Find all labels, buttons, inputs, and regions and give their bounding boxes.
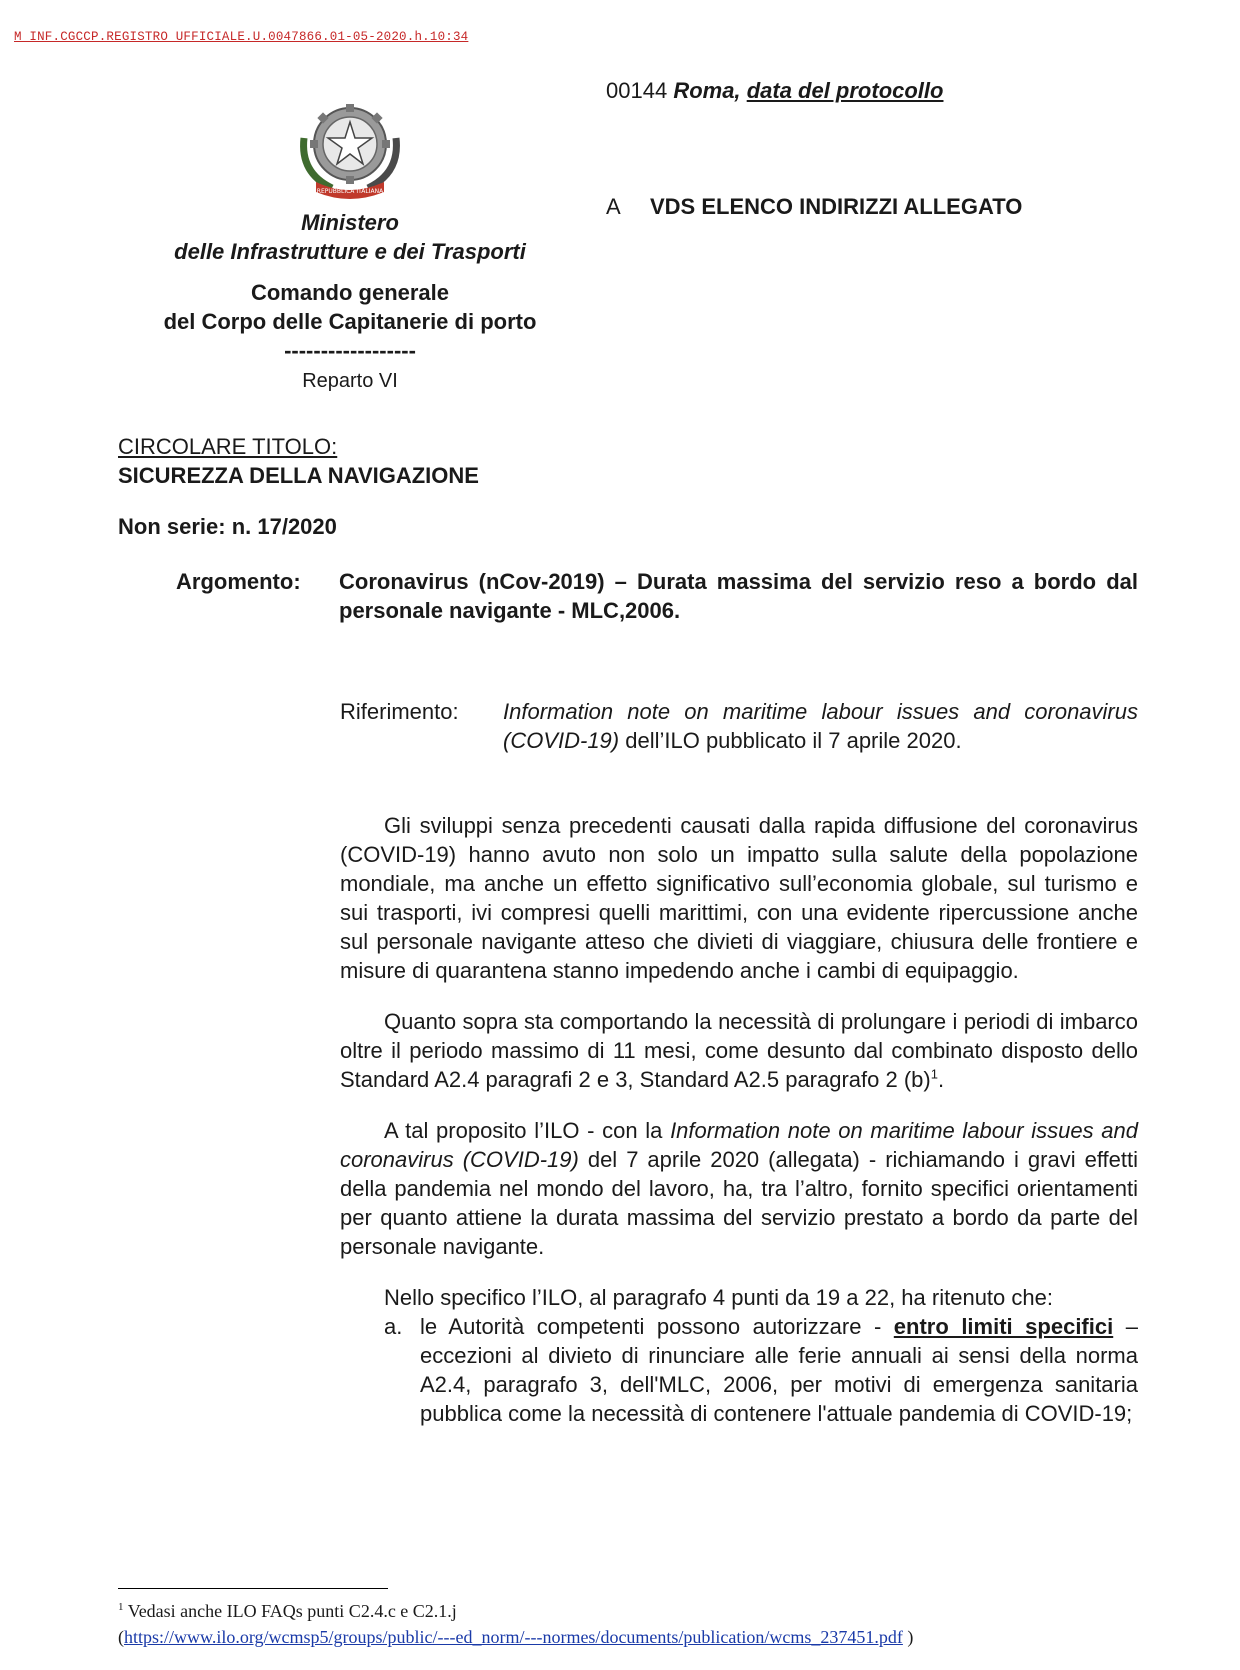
paragraph: A tal proposito l’ILO - con la Information note on maritime labour issues and coronavirus (COVID-19) del 7 aprile 2020 (allegata) - richiamando i gravi effetti della pandemia nel mondo del lavoro, ha, tra l’altro, fornito specifici orientamenti per quanto attiene la durata massima del servizio prestato a bordo da parte del personale navigante. [340, 1118, 1138, 1259]
paragraph: Gli sviluppi senza precedenti causati dalla rapida diffusione del coronavirus (COVID-19) hanno avuto non solo un impatto sulla salute della popolazione mondiale, ma anche un effetto significativo sull’economia globale, sul turismo e sui trasporti, ivi compresi quelli marittimi, con una evidente ripercussione anche sul personale navigante atteso che divieti di viaggiare, chiusura delle frontiere e misure di quarantena stanno impedendo anche i cambi di equipaggio. [340, 813, 1138, 983]
footnote-ref[interactable]: 1 [930, 1066, 938, 1082]
ministry-header: Ministero delle Infrastrutture e dei Trasporti Comando generale del Corpo delle Capitanerie di porto ------------------ Reparto VI [163, 210, 537, 392]
paragraph: Nello specifico l’ILO, al paragrafo 4 punti da 19 a 22, ha ritenuto che: [384, 1285, 1053, 1310]
footnote-divider [118, 1588, 388, 1589]
body-text [340, 811, 1138, 1428]
circular-title: CIRCOLARE TITOLO: SICUREZZA DELLA NAVIGAZIONE [118, 434, 479, 488]
paragraph: Quanto sopra sta comportando la necessità di prolungare i periodi di imbarco oltre il periodo massimo di 11 mesi, come desunto dal combinato disposto dello Standard A2.4 paragrafi 2 e 3, Standard A2.5 paragrafo 2 $(b)^1$. [340, 1009, 1138, 1092]
list-item: a. le Autorità competenti possono autorizzare - entro limiti specifici – eccezioni al divieto di rinunciare alle ferie annuali ai sensi della norma A2.4, paragrafo 3, dell'MLC, 2006, per motivi di emergenza sanitaria pubblica come la necessità di contenere l'attuale pandemia di COVID-19; [384, 1314, 1138, 1426]
italian-republic-emblem-icon [290, 98, 410, 200]
circular-series: Non serie: n. 17/2020 [118, 514, 337, 539]
addressee: A VDS ELENCO INDIRIZZI ALLEGATO [606, 194, 1023, 219]
subject: Argomento: Coronavirus (nCov-2019) – Durata massima del servizio reso a bordo dal personale navigante - MLC,2006. [176, 569, 1138, 623]
reference: Riferimento: Information note on maritime labour issues and coronavirus (COVID-19) dell’ILO pubblicato il 7 aprile 2020. [340, 699, 1138, 753]
ilo-points-list [340, 1312, 1138, 1428]
footnote-link[interactable]: https://www.ilo.org/wcmsp5/groups/public/---ed_norm/---normes/documents/publication/wcms_237451.pdf [124, 1627, 903, 1647]
protocol-date: 00144 Roma, data del protocollo [606, 78, 944, 103]
protocol-stamp: M_INF.CGCCP.REGISTRO UFFICIALE.U.0047866.01-05-2020.h.10:34 [14, 30, 469, 44]
svg-text:REPUBBLICA ITALIANA: REPUBBLICA ITALIANA [316, 188, 384, 195]
footnote: $^1$ Vedasi anche ILO FAQs punti C2.4.c e C2.1.j (https://www.ilo.org/wcmsp5/groups/public/---ed_norm/---normes/documents/publication/wcms_237451.pdf ) [118, 1601, 914, 1647]
